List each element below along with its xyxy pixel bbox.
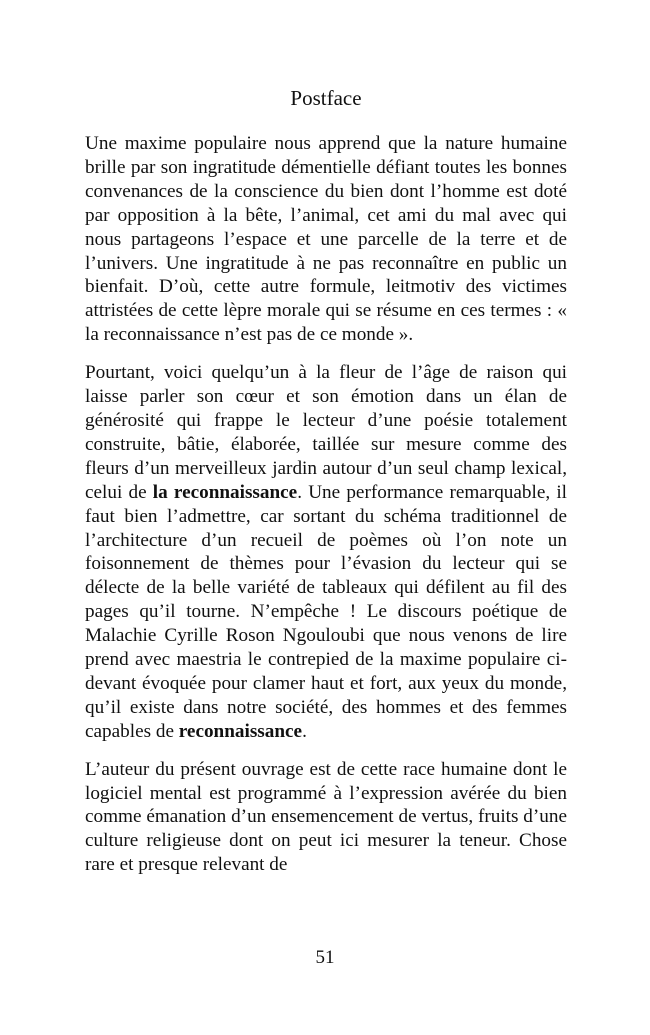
page-title: Postface <box>290 86 362 110</box>
paragraph-2-text-c: . <box>302 720 307 742</box>
paragraph-1: Une maxime populaire nous apprend que la nature humaine brille par son ingratitude démentielle défiant toutes les bonnes convenances de la conscience du bien dont l’homme est doté par opposition à la bête, l’animal, cet ami du mal avec qui nous partageons l’espace et une parcelle de la terre et de l’univers. Une ingratitude à ne pas reconnaître en public un bienfait. D’où, cette autre formule, leitmotiv des victimes attristées de cette lèpre morale qui se résume en ces termes : « la reconnaissance n’est pas de ce monde ». <box>85 133 567 346</box>
bold-term-reconnaissance: reconnaissance <box>178 720 303 742</box>
bold-term-la-reconnaissance: la reconnaissance <box>152 481 298 503</box>
paragraph-2-text-a: Pourtant, voici quelqu’un à la fleur de l’âge de raison qui laisse parler son cœur et son émotion dans un élan de générosité qui frappe le lecteur d’une poésie totalement construite, bâtie, élaborée, taillée sur mesure comme des fleurs d’un merveilleux jardin autour d’un seul champ lexical, celui de <box>85 362 567 503</box>
paragraph-2 <box>85 361 567 744</box>
page-number: 51 <box>315 947 335 968</box>
paragraph-2-text-b: . Une performance remarquable, il faut bien l’admettre, car sortant du schéma traditionnel de l’architecture d’un recueil de poèmes où l’on note un foisonnement de thèmes pour l’évasion du lecteur qui se délecte de la belle variété de tableaux qui défilent au fil des pages qu’il tourne. N’empêche ! Le discours poétique de Malachie Cyrille Roson Ngouloubi que nous venons de lire prend avec maestria le contrepied de la maxime populaire ci-devant évoquée pour clamer haut et fort, aux yeux du monde, qu’il existe dans notre société, des hommes et des femmes capables de <box>85 481 567 742</box>
page-body <box>85 84 567 891</box>
paragraph-3: L’auteur du présent ouvrage est de cette race humaine dont le logiciel mental est programmé à l’expression avérée du bien comme émanation d’un ensemencement de vertus, fruits d’une culture religieuse dont on peut ici mesurer la teneur. Chose rare et presque relevant de <box>85 758 567 876</box>
